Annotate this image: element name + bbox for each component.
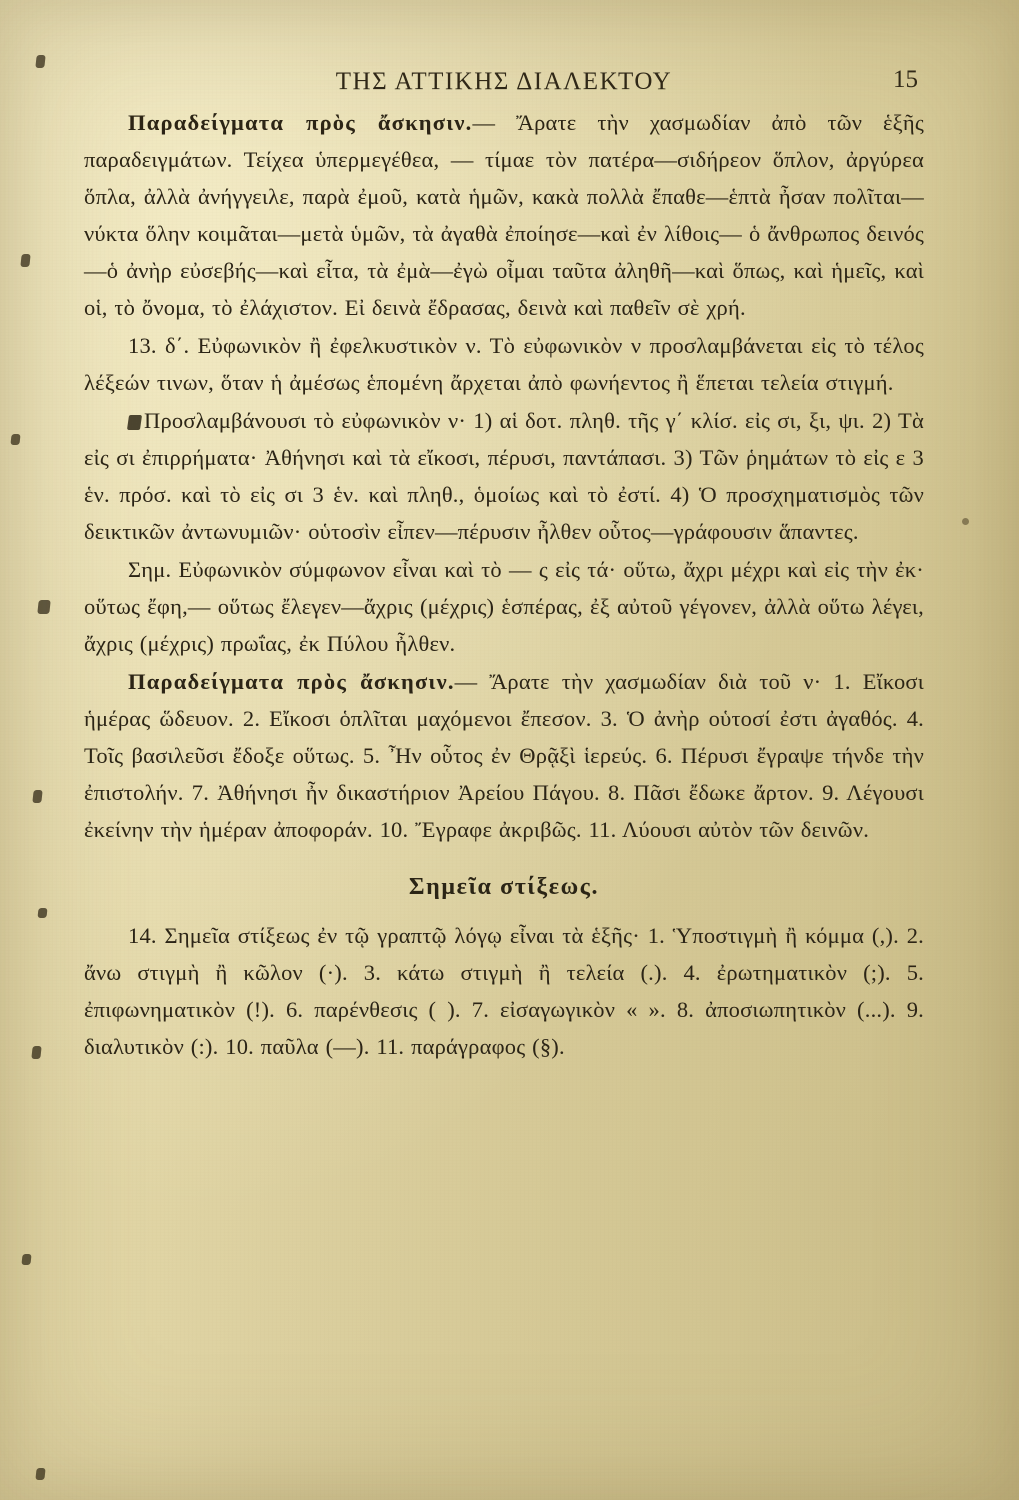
margin-marks [0,0,60,1500]
margin-mark [31,1046,41,1059]
section-14-text: 14. Σημεῖα στίξεως ἐν τῷ γραπτῷ λόγῳ εἶναι τὰ ἑξῆς· 1. Ὑποστιγμὴ ἢ κόμμα (,). 2. ἄνω στιγμὴ ἢ κῶλον (·). 3. κάτω στιγμὴ ἢ τελεία (.). 4. ἐρωτηματικὸν (;). 5. ἐπιφωνηματικὸν (!). 6. παρένθεσις ( ). 7. εἰσαγωγικὸν « ». 8. ἀποσιωπητικὸν (...). 9. διαλυτικὸν (:). 10. παῦλα (—). 11. παράγραφος (§). [84,923,924,1059]
section-heading: Σημεῖα στίξεως. [408,874,600,900]
margin-mark [32,790,42,803]
paragraph-section-13 [84,327,924,401]
ink-speck [962,518,969,525]
margin-mark [21,1254,31,1265]
margin-mark [35,55,45,68]
paragraph-proslambanousi [84,402,924,550]
paragraph-examples-1 [84,104,924,326]
paragraph-examples-2 [84,663,924,848]
note-shm-text: Σημ. Εὐφωνικὸν σύμφωνον εἶναι καὶ τὸ — ς εἰς τά· οὕτω, ἄχρι μέχρι καὶ εἰς τὴν ἐκ· οὕτως ἔφη,— οὕτως ἔλεγεν—ἄχρις (μέχρις) ἑσπέρας, ἐξ αὐτοῦ γέγονεν, ἀλλὰ οὕτω λέγει, ἄχρις (μέχρις) πρωΐας, ἐκ Πύλου ἦλθεν. [84,557,924,656]
page-number: 15 [893,66,918,93]
paragraph-section-14 [84,917,924,1065]
page-content [84,56,924,1065]
proslambanousi-text: Προσλαμβάνουσι τὸ εὐφωνικὸν ν· 1) αἱ δοτ. πληθ. τῆς γ΄ κλίσ. εἰς σι, ξι, ψι. 2) Τὰ εἰς σι ἐπιρρήματα· Ἀθήνησι καὶ τὰ εἴκοσι, πέρυσι, παντάπασι. 3) Τῶν ῥημάτων τὸ εἰς ε 3 ἑν. πρόσ. καὶ τὸ εἰς σι 3 ἑν. καὶ πληθ., ὁμοίως καὶ τὸ ἐστί. 4) Ὁ προσχηματισμὸς τῶν δεικτικῶν ἀντωνυμιῶν· οὑτοσὶν εἶπεν—πέρυσιν ἦλθεν οὗτος—γράφουσιν ἅπαντες. [84,408,924,544]
margin-mark [20,254,30,267]
margin-mark [35,1468,45,1480]
margin-mark [37,908,47,918]
margin-mark [10,434,20,445]
examples-2-lead: Παραδείγματα πρὸς ἄσκησιν. [128,669,455,694]
paragraph-note-shm [84,551,924,662]
ink-blot-icon [127,415,142,430]
examples-2-text: — Ἄρατε τὴν χασμωδίαν διὰ τοῦ ν· 1. Εἴκοσι ἡμέρας ὥδευον. 2. Εἴκοσι ὁπλῖται μαχόμενοι ἔπεσον. 3. Ὁ ἀνὴρ οὑτοσί ἐστι ἀγαθός. 4. Τοῖς βασιλεῦσι ἔδοξε οὕτως. 5. Ἦν οὗτος ἐν Θρᾷξὶ ἱερεύς. 6. Πέρυσι ἔγραψε τήνδε τὴν ἐπιστολήν. 7. Ἀθήνησι ἦν δικαστήριον Ἀρείου Πάγου. 8. Πᾶσι ἔδωκε ἄρτον. 9. Λέγουσι ἐκείνην τὴν ἡμέραν ἀποφοράν. 10. Ἔγραφε ἀκριβῶς. 11. Λύουσι αὐτὸν τῶν δεινῶν. [84,669,924,842]
examples-1-lead: Παραδείγματα πρὸς ἄσκησιν. [128,110,473,135]
running-head [84,56,924,96]
margin-mark [37,600,50,614]
running-head-title: ΤΗΣ ΑΤΤΙΚΗΣ ΔΙΑΛΕΚΤΟΥ [335,68,673,95]
examples-1-text: — Ἄρατε τὴν χασμωδίαν ἀπὸ τῶν ἑξῆς παραδειγμάτων. Τείχεα ὑπερμεγέθεα, — τίμαε τὸν πατέρα—σιδήρεον ὅπλον, ἀργύρεα ὅπλα, ἀλλὰ ἀνήγγειλε, παρὰ ἐμοῦ, κατὰ ἡμῶν, κακὰ πολλὰ ἔπαθε—ἑπτὰ ἦσαν πολῖται—νύκτα ὅλην κοιμᾶται—μετὰ ὑμῶν, τὰ ἀγαθὰ ἐποίησε—καὶ ἐν λίθοις— ὁ ἄνθρωπος δεινός—ὁ ἀνὴρ εὐσεβής—καὶ εἶτα, τὰ ἐμὰ—ἐγὼ οἶμαι ταῦτα ἀληθῆ—καὶ ὅπως, καὶ ἡμεῖς, καὶ οἱ, τὸ ὄνομα, τὸ ἐλάχιστον. Εἰ δεινὰ ἔδρασας, δεινὰ καὶ παθεῖν σὲ χρή. [84,110,924,320]
section-13-text: 13. δ΄. Εὐφωνικὸν ἢ ἐφελκυστικὸν ν. Τὸ εὐφωνικὸν ν προσλαμβάνεται εἰς τὸ τέλος λέξεών τινων, ὅταν ἡ ἀμέσως ἑπομένη ἄρχεται ἀπὸ φωνήεντος ἢ ἕπεται τελεία στιγμή. [84,333,924,395]
